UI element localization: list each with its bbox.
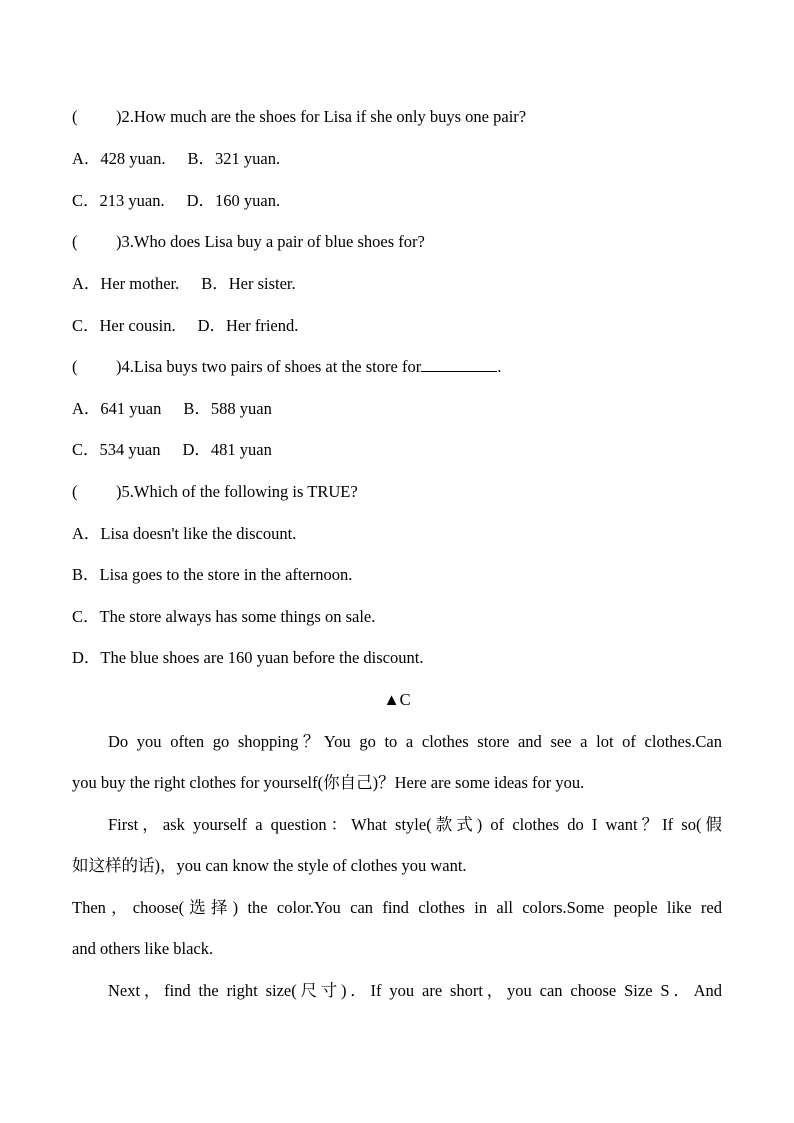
- question-2-options-ab: [72, 149, 280, 169]
- option: A．Her mother.: [72, 274, 180, 293]
- option: C．534 yuan: [72, 440, 161, 459]
- passage-line: First，ask yourself a question：What style(款式) of clothes do I want？If so(假: [108, 815, 722, 834]
- option: D．Her friend.: [197, 316, 299, 335]
- question-2-stem: ( )2.How much are the shoes for Lisa if she only buys one pair?: [72, 107, 527, 126]
- question-4-options-ab: [72, 399, 272, 419]
- option: C．213 yuan.: [72, 191, 165, 210]
- option: B．Her sister.: [201, 274, 296, 293]
- question-4-options-cd: [72, 440, 272, 460]
- question-4-stem: ( )4.Lisa buys two pairs of shoes at the store for .: [72, 357, 502, 376]
- question-3-options-ab: [72, 274, 296, 294]
- option: A．Lisa doesn't like the discount.: [72, 524, 297, 543]
- passage-line: Next，find the right size(尺寸)．If you are short，you can choose Size S．And: [108, 981, 722, 1000]
- section-title: ▲C: [383, 690, 411, 709]
- question-3-options-cd: [72, 316, 298, 336]
- option: C．The store always has some things on sale.: [72, 607, 376, 626]
- question-2-options-cd: [72, 191, 280, 211]
- option: B．Lisa goes to the store in the afternoon.: [72, 565, 353, 584]
- option: C．Her cousin.: [72, 316, 176, 335]
- passage-line: you buy the right clothes for yourself(你自己)？Here are some ideas for you.: [72, 773, 585, 792]
- option: D．The blue shoes are 160 yuan before the discount.: [72, 648, 424, 667]
- passage-line: Then，choose(选择) the color.You can find clothes in all colors.Some people like red: [72, 898, 722, 917]
- option: A．428 yuan.: [72, 149, 166, 168]
- question-5-stem: ( )5.Which of the following is TRUE?: [72, 482, 358, 501]
- option: A．641 yuan: [72, 399, 162, 418]
- question-3-stem: ( )3.Who does Lisa buy a pair of blue shoes for?: [72, 232, 425, 251]
- option: D．160 yuan.: [186, 191, 281, 210]
- option: B．321 yuan.: [187, 149, 281, 168]
- option: B．588 yuan: [183, 399, 272, 418]
- option: D．481 yuan: [182, 440, 272, 459]
- answer-blank: [421, 357, 497, 372]
- passage-line: Do you often go shopping？You go to a clothes store and see a lot of clothes.Can: [108, 732, 722, 751]
- passage-line: 如这样的话)，you can know the style of clothes you want.: [72, 856, 467, 875]
- passage-line: and others like black.: [72, 939, 214, 958]
